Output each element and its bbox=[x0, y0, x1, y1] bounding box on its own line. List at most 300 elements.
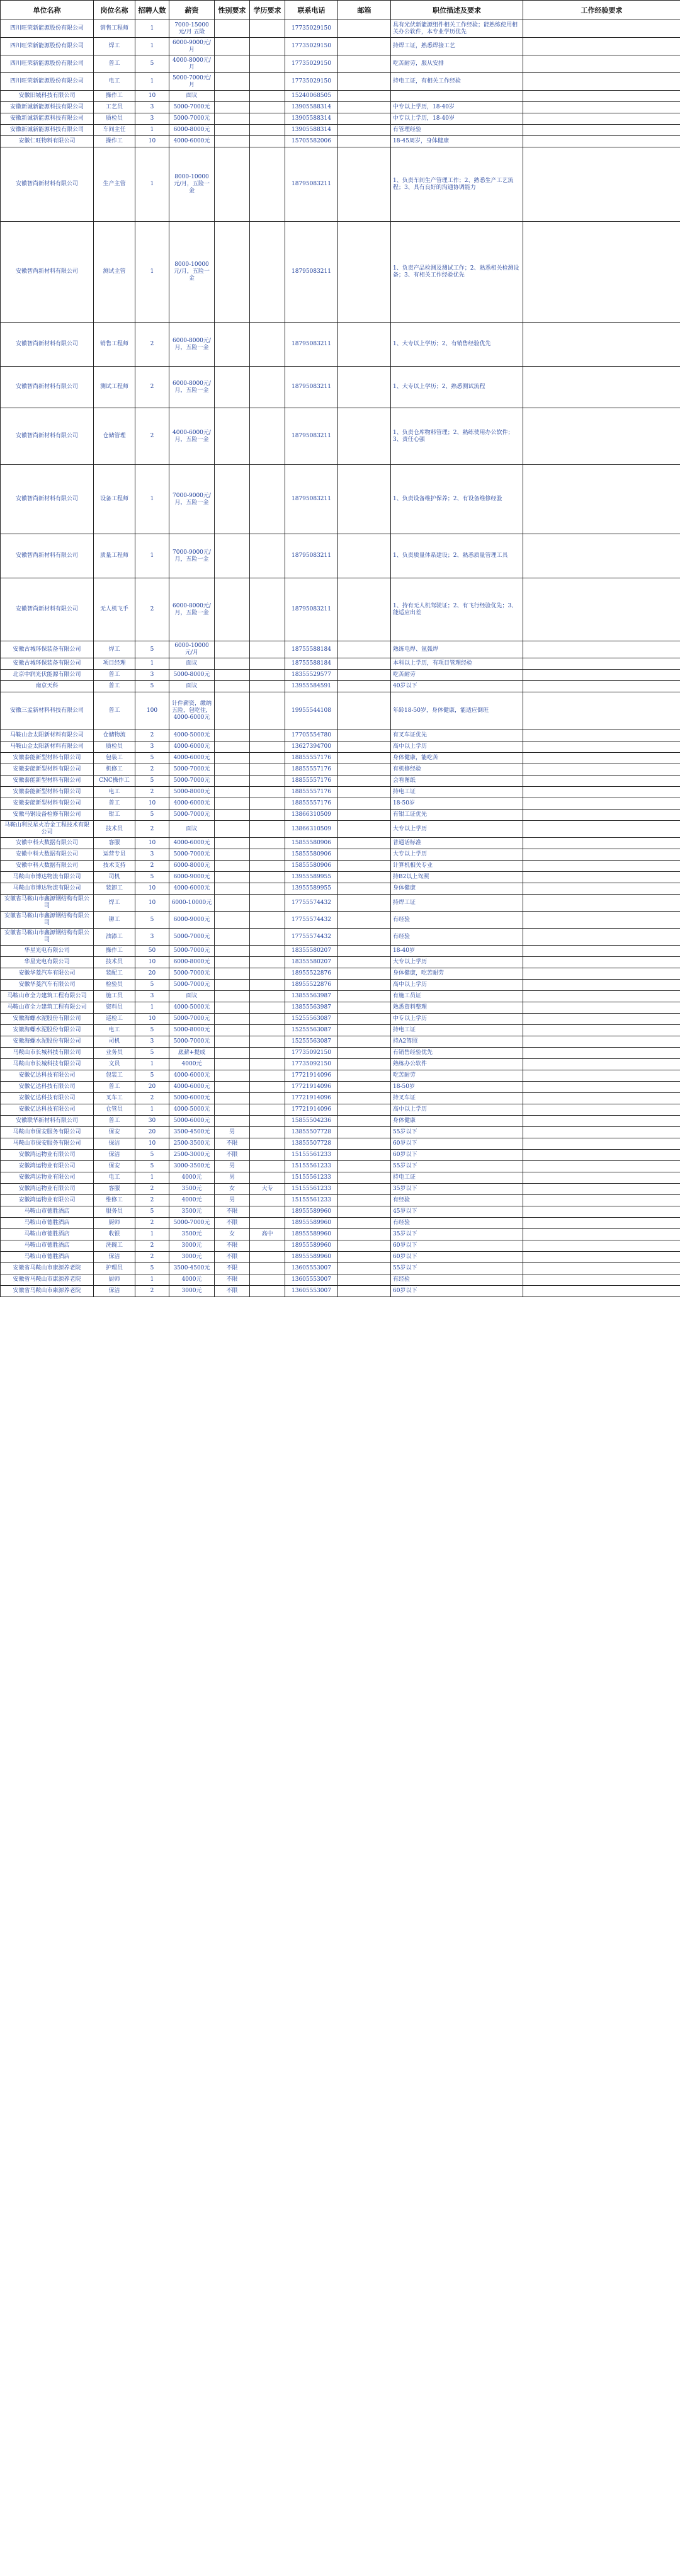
salary-cell: 7000-9000元/月，五险一金 bbox=[169, 465, 215, 534]
position-cell: 焊工 bbox=[94, 895, 135, 912]
salary-cell: 6000-9000元 bbox=[169, 872, 215, 883]
salary-cell: 6000-8000元/月，五险一金 bbox=[169, 367, 215, 408]
position-cell: 装配工 bbox=[94, 968, 135, 980]
salary-cell: 3500元 bbox=[169, 1206, 215, 1218]
table-row bbox=[1, 872, 680, 883]
position-cell: 保洁 bbox=[94, 1150, 135, 1161]
gender-cell bbox=[215, 367, 250, 408]
header-row bbox=[1, 1, 680, 20]
gender-cell: 不限 bbox=[215, 1138, 250, 1150]
phone-cell: 13955589955 bbox=[285, 883, 338, 895]
salary-cell: 3000元 bbox=[169, 1252, 215, 1263]
position-cell: CNC操作工 bbox=[94, 776, 135, 787]
company-cell: 马鞍山市保安服务有限公司 bbox=[1, 1127, 94, 1138]
table-row bbox=[1, 764, 680, 776]
salary-cell: 2500-3500元 bbox=[169, 1138, 215, 1150]
gender-cell bbox=[215, 136, 250, 147]
email-cell bbox=[338, 20, 391, 38]
phone-cell: 17721914096 bbox=[285, 1082, 338, 1093]
company-cell: 四川旺荣新能源股份有限公司 bbox=[1, 55, 94, 73]
education-cell bbox=[250, 912, 285, 929]
email-cell bbox=[338, 861, 391, 872]
email-cell bbox=[338, 1218, 391, 1229]
email-cell bbox=[338, 1229, 391, 1240]
position-cell: 客服 bbox=[94, 838, 135, 849]
experience-cell bbox=[523, 125, 680, 136]
company-cell: 安徽古城环保装备有限公司 bbox=[1, 641, 94, 658]
company-cell: 安徽智尚新材料有限公司 bbox=[1, 534, 94, 578]
company-cell: 安徽泰能新型材料有限公司 bbox=[1, 776, 94, 787]
education-cell bbox=[250, 991, 285, 1002]
count-cell: 2 bbox=[135, 1093, 169, 1104]
gender-cell bbox=[215, 838, 250, 849]
description-cell: 中专以上学历，18-40岁 bbox=[391, 102, 523, 113]
table-row bbox=[1, 1274, 680, 1286]
position-cell: 厨师 bbox=[94, 1218, 135, 1229]
company-cell: 安徽中科大数据有限公司 bbox=[1, 861, 94, 872]
company-cell: 安徽华菱汽车有限公司 bbox=[1, 980, 94, 991]
position-cell: 司机 bbox=[94, 1036, 135, 1048]
description-cell: 1、大专以上学历；2、有销售经验优先 bbox=[391, 323, 523, 367]
education-cell bbox=[250, 1150, 285, 1161]
gender-cell: 不限 bbox=[215, 1274, 250, 1286]
description-cell: 持叉车证 bbox=[391, 1093, 523, 1104]
education-cell bbox=[250, 776, 285, 787]
position-cell: 装卸工 bbox=[94, 883, 135, 895]
count-cell: 10 bbox=[135, 895, 169, 912]
count-cell: 1 bbox=[135, 125, 169, 136]
description-cell: 熟悉资料整理 bbox=[391, 1002, 523, 1014]
experience-cell bbox=[523, 1025, 680, 1036]
salary-cell: 5000-7000元 bbox=[169, 102, 215, 113]
header-experience: 工作经验要求 bbox=[523, 1, 680, 20]
description-cell: 吃苦耐劳 bbox=[391, 670, 523, 681]
count-cell: 2 bbox=[135, 764, 169, 776]
position-cell: 生产主管 bbox=[94, 147, 135, 222]
email-cell bbox=[338, 1082, 391, 1093]
salary-cell: 7000-9000元/月，五险一金 bbox=[169, 534, 215, 578]
table-row bbox=[1, 1059, 680, 1070]
table-row bbox=[1, 1138, 680, 1150]
description-cell: 高中以上学历 bbox=[391, 1104, 523, 1116]
phone-cell: 15855504236 bbox=[285, 1116, 338, 1127]
header-email: 邮箱 bbox=[338, 1, 391, 20]
experience-cell bbox=[523, 670, 680, 681]
experience-cell bbox=[523, 1059, 680, 1070]
phone-cell: 15255563087 bbox=[285, 1025, 338, 1036]
company-cell: 安徽鸿运物业有限公司 bbox=[1, 1184, 94, 1195]
count-cell: 1 bbox=[135, 38, 169, 55]
experience-cell bbox=[523, 323, 680, 367]
count-cell: 5 bbox=[135, 55, 169, 73]
position-cell: 保洁 bbox=[94, 1138, 135, 1150]
experience-cell bbox=[523, 764, 680, 776]
table-body bbox=[1, 20, 680, 1297]
salary-cell: 6000-8000元 bbox=[169, 957, 215, 968]
phone-cell: 18795083211 bbox=[285, 147, 338, 222]
education-cell bbox=[250, 980, 285, 991]
count-cell: 1 bbox=[135, 222, 169, 323]
gender-cell bbox=[215, 861, 250, 872]
experience-cell bbox=[523, 810, 680, 821]
email-cell bbox=[338, 730, 391, 741]
count-cell: 2 bbox=[135, 367, 169, 408]
salary-cell: 7000-15000元/月 五险 bbox=[169, 20, 215, 38]
position-cell: 普工 bbox=[94, 692, 135, 730]
description-cell: 18-40岁 bbox=[391, 946, 523, 957]
description-cell: 1、负责仓库物料管理；2、熟练使用办公软件；3、责任心强 bbox=[391, 408, 523, 465]
header-count: 招聘人数 bbox=[135, 1, 169, 20]
gender-cell bbox=[215, 798, 250, 810]
description-cell: 1、持有无人机驾驶证；2、有飞行经验优先；3、能适应出差 bbox=[391, 578, 523, 641]
phone-cell: 15155561233 bbox=[285, 1150, 338, 1161]
experience-cell bbox=[523, 787, 680, 798]
email-cell bbox=[338, 38, 391, 55]
description-cell: 55岁以下 bbox=[391, 1161, 523, 1172]
description-cell: 高中以上学历 bbox=[391, 980, 523, 991]
experience-cell bbox=[523, 1286, 680, 1297]
salary-cell: 3000元 bbox=[169, 1286, 215, 1297]
company-cell: 四川旺荣新能源股份有限公司 bbox=[1, 38, 94, 55]
salary-cell: 计件薪资，缴纳五险，包吃住，4000-6000元 bbox=[169, 692, 215, 730]
company-cell: 安徽古城环保装备有限公司 bbox=[1, 658, 94, 670]
description-cell: 60岁以下 bbox=[391, 1150, 523, 1161]
experience-cell bbox=[523, 692, 680, 730]
salary-cell: 6000-8000元/月，五险一金 bbox=[169, 578, 215, 641]
header-description: 职位描述及要求 bbox=[391, 1, 523, 20]
position-cell: 保安 bbox=[94, 1161, 135, 1172]
email-cell bbox=[338, 91, 391, 102]
education-cell bbox=[250, 1116, 285, 1127]
phone-cell: 18795083211 bbox=[285, 367, 338, 408]
gender-cell: 女 bbox=[215, 1229, 250, 1240]
table-row bbox=[1, 55, 680, 73]
salary-cell: 4000-6000元 bbox=[169, 1070, 215, 1082]
table-row bbox=[1, 1127, 680, 1138]
description-cell: 持电工证 bbox=[391, 1025, 523, 1036]
education-cell bbox=[250, 91, 285, 102]
company-cell: 马鞍山金太阳新材料有限公司 bbox=[1, 730, 94, 741]
email-cell bbox=[338, 929, 391, 946]
description-cell: 身体健康，吃苦耐劳 bbox=[391, 968, 523, 980]
gender-cell bbox=[215, 968, 250, 980]
company-cell: 安徽海螺水泥股份有限公司 bbox=[1, 1025, 94, 1036]
company-cell: 安徽省马鞍山市康源养老院 bbox=[1, 1286, 94, 1297]
experience-cell bbox=[523, 136, 680, 147]
email-cell bbox=[338, 753, 391, 764]
experience-cell bbox=[523, 980, 680, 991]
table-row bbox=[1, 73, 680, 91]
description-cell: 计算机相关专业 bbox=[391, 861, 523, 872]
gender-cell bbox=[215, 1036, 250, 1048]
company-cell: 四川旺荣新能源股份有限公司 bbox=[1, 73, 94, 91]
salary-cell: 5000-8000元 bbox=[169, 1025, 215, 1036]
phone-cell: 17705554780 bbox=[285, 730, 338, 741]
table-row bbox=[1, 1116, 680, 1127]
company-cell: 马鞍山市长城科技有限公司 bbox=[1, 1059, 94, 1070]
table-row bbox=[1, 147, 680, 222]
phone-cell: 13866310509 bbox=[285, 821, 338, 838]
count-cell: 5 bbox=[135, 1048, 169, 1059]
count-cell: 1 bbox=[135, 1002, 169, 1014]
company-cell: 安徽鸿运物业有限公司 bbox=[1, 1195, 94, 1206]
table-row bbox=[1, 1070, 680, 1082]
count-cell: 5 bbox=[135, 872, 169, 883]
company-cell: 安徽海螺水泥股份有限公司 bbox=[1, 1014, 94, 1025]
phone-cell: 15155561233 bbox=[285, 1161, 338, 1172]
description-cell: 40岁以下 bbox=[391, 681, 523, 692]
company-cell: 安徽新诚新能源科技有限公司 bbox=[1, 113, 94, 125]
description-cell: 会看图纸 bbox=[391, 776, 523, 787]
table-row bbox=[1, 367, 680, 408]
phone-cell: 18955589960 bbox=[285, 1252, 338, 1263]
gender-cell bbox=[215, 670, 250, 681]
experience-cell bbox=[523, 1082, 680, 1093]
description-cell: 有钳工证优先 bbox=[391, 810, 523, 821]
phone-cell: 18955589960 bbox=[285, 1218, 338, 1229]
experience-cell bbox=[523, 534, 680, 578]
phone-cell: 17721914096 bbox=[285, 1070, 338, 1082]
company-cell: 马鞍山市长城科技有限公司 bbox=[1, 1048, 94, 1059]
experience-cell bbox=[523, 91, 680, 102]
experience-cell bbox=[523, 895, 680, 912]
count-cell: 5 bbox=[135, 1150, 169, 1161]
education-cell bbox=[250, 1252, 285, 1263]
count-cell: 1 bbox=[135, 658, 169, 670]
experience-cell bbox=[523, 912, 680, 929]
company-cell: 南京天科 bbox=[1, 681, 94, 692]
description-cell: 有经验 bbox=[391, 1274, 523, 1286]
salary-cell: 5000-7000元 bbox=[169, 764, 215, 776]
count-cell: 2 bbox=[135, 1252, 169, 1263]
education-cell bbox=[250, 465, 285, 534]
count-cell: 5 bbox=[135, 810, 169, 821]
count-cell: 2 bbox=[135, 408, 169, 465]
gender-cell bbox=[215, 810, 250, 821]
table-row bbox=[1, 1252, 680, 1263]
phone-cell: 18955522876 bbox=[285, 968, 338, 980]
salary-cell: 4000-5000元 bbox=[169, 1002, 215, 1014]
salary-cell: 5000-7000元 bbox=[169, 810, 215, 821]
table-row bbox=[1, 753, 680, 764]
table-row bbox=[1, 929, 680, 946]
email-cell bbox=[338, 113, 391, 125]
description-cell: 35岁以下 bbox=[391, 1184, 523, 1195]
experience-cell bbox=[523, 957, 680, 968]
salary-cell: 面议 bbox=[169, 91, 215, 102]
salary-cell: 4000-6000元 bbox=[169, 838, 215, 849]
position-cell: 洗碗工 bbox=[94, 1240, 135, 1252]
email-cell bbox=[338, 692, 391, 730]
count-cell: 3 bbox=[135, 1036, 169, 1048]
table-row bbox=[1, 20, 680, 38]
count-cell: 1 bbox=[135, 1104, 169, 1116]
position-cell: 普工 bbox=[94, 1116, 135, 1127]
experience-cell bbox=[523, 883, 680, 895]
position-cell: 保安 bbox=[94, 1127, 135, 1138]
salary-cell: 5000-7000元 bbox=[169, 980, 215, 991]
position-cell: 焊工 bbox=[94, 38, 135, 55]
email-cell bbox=[338, 872, 391, 883]
company-cell: 安徽泰能新型材料有限公司 bbox=[1, 764, 94, 776]
company-cell: 安徽泰能新型材料有限公司 bbox=[1, 798, 94, 810]
salary-cell: 6000-10000元/月 bbox=[169, 641, 215, 658]
company-cell: 安徽中科大数据有限公司 bbox=[1, 838, 94, 849]
education-cell bbox=[250, 929, 285, 946]
experience-cell bbox=[523, 1104, 680, 1116]
company-cell: 安徽泰能新型材料有限公司 bbox=[1, 753, 94, 764]
gender-cell bbox=[215, 55, 250, 73]
count-cell: 5 bbox=[135, 1070, 169, 1082]
email-cell bbox=[338, 741, 391, 753]
description-cell: 60岁以下 bbox=[391, 1286, 523, 1297]
education-cell bbox=[250, 787, 285, 798]
gender-cell bbox=[215, 929, 250, 946]
email-cell bbox=[338, 367, 391, 408]
company-cell: 安徽泰能新型材料有限公司 bbox=[1, 787, 94, 798]
description-cell: 吃苦耐劳，服从安排 bbox=[391, 55, 523, 73]
position-cell: 包装工 bbox=[94, 1070, 135, 1082]
gender-cell: 男 bbox=[215, 1172, 250, 1184]
company-cell: 马鞍山利民星火冶金工程技术有限公司 bbox=[1, 821, 94, 838]
experience-cell bbox=[523, 38, 680, 55]
count-cell: 10 bbox=[135, 798, 169, 810]
phone-cell: 17735029150 bbox=[285, 73, 338, 91]
experience-cell bbox=[523, 102, 680, 113]
position-cell: 无人机飞手 bbox=[94, 578, 135, 641]
education-cell bbox=[250, 849, 285, 861]
email-cell bbox=[338, 1274, 391, 1286]
position-cell: 操作工 bbox=[94, 136, 135, 147]
count-cell: 3 bbox=[135, 113, 169, 125]
experience-cell bbox=[523, 367, 680, 408]
gender-cell bbox=[215, 1070, 250, 1082]
position-cell: 工艺员 bbox=[94, 102, 135, 113]
education-cell bbox=[250, 1218, 285, 1229]
table-row bbox=[1, 1195, 680, 1206]
company-cell: 安徽仁旺物料有限公司 bbox=[1, 136, 94, 147]
salary-cell: 5000-7000元 bbox=[169, 849, 215, 861]
experience-cell bbox=[523, 147, 680, 222]
experience-cell bbox=[523, 776, 680, 787]
experience-cell bbox=[523, 1048, 680, 1059]
phone-cell: 18755588184 bbox=[285, 641, 338, 658]
salary-cell: 5000-7000元 bbox=[169, 1014, 215, 1025]
description-cell: 持电工证 bbox=[391, 1172, 523, 1184]
header-position: 岗位名称 bbox=[94, 1, 135, 20]
education-cell bbox=[250, 670, 285, 681]
education-cell bbox=[250, 658, 285, 670]
position-cell: 普工 bbox=[94, 55, 135, 73]
count-cell: 5 bbox=[135, 753, 169, 764]
description-cell: 持B2以上驾照 bbox=[391, 872, 523, 883]
education-cell bbox=[250, 20, 285, 38]
email-cell bbox=[338, 1025, 391, 1036]
company-cell: 马鞍山金太阳新材料有限公司 bbox=[1, 741, 94, 753]
phone-cell: 15155561233 bbox=[285, 1172, 338, 1184]
education-cell bbox=[250, 125, 285, 136]
company-cell: 马鞍山市德胜酒店 bbox=[1, 1218, 94, 1229]
table-row bbox=[1, 838, 680, 849]
header-gender: 性别要求 bbox=[215, 1, 250, 20]
position-cell: 技术员 bbox=[94, 957, 135, 968]
experience-cell bbox=[523, 1172, 680, 1184]
description-cell: 有施工员证 bbox=[391, 991, 523, 1002]
count-cell: 5 bbox=[135, 776, 169, 787]
experience-cell bbox=[523, 968, 680, 980]
salary-cell: 5000-7000元 bbox=[169, 1036, 215, 1048]
email-cell bbox=[338, 670, 391, 681]
email-cell bbox=[338, 1172, 391, 1184]
count-cell: 3 bbox=[135, 929, 169, 946]
education-cell bbox=[250, 764, 285, 776]
company-cell: 安徽亿达科技有限公司 bbox=[1, 1093, 94, 1104]
position-cell: 车间主任 bbox=[94, 125, 135, 136]
email-cell bbox=[338, 1252, 391, 1263]
education-cell bbox=[250, 838, 285, 849]
education-cell bbox=[250, 73, 285, 91]
salary-cell: 3500元 bbox=[169, 1229, 215, 1240]
email-cell bbox=[338, 1002, 391, 1014]
phone-cell: 18955589960 bbox=[285, 1229, 338, 1240]
company-cell: 安徽省马鞍山市鑫源钢结构有限公司 bbox=[1, 895, 94, 912]
email-cell bbox=[338, 1059, 391, 1070]
count-cell: 1 bbox=[135, 1229, 169, 1240]
gender-cell: 不限 bbox=[215, 1252, 250, 1263]
education-cell bbox=[250, 883, 285, 895]
phone-cell: 18855557176 bbox=[285, 776, 338, 787]
phone-cell: 18855557176 bbox=[285, 764, 338, 776]
phone-cell: 15705582006 bbox=[285, 136, 338, 147]
description-cell: 有经验 bbox=[391, 1195, 523, 1206]
email-cell bbox=[338, 1116, 391, 1127]
salary-cell: 4000-6000元 bbox=[169, 741, 215, 753]
salary-cell: 4000-6000元 bbox=[169, 883, 215, 895]
experience-cell bbox=[523, 1240, 680, 1252]
company-cell: 安徽旧城科技有限公司 bbox=[1, 91, 94, 102]
gender-cell: 不限 bbox=[215, 1286, 250, 1297]
company-cell: 安徽鸿运物业有限公司 bbox=[1, 1150, 94, 1161]
description-cell: 身体健康 bbox=[391, 883, 523, 895]
education-cell bbox=[250, 1059, 285, 1070]
salary-cell: 6000-8000元/月，五险一金 bbox=[169, 323, 215, 367]
count-cell: 2 bbox=[135, 323, 169, 367]
description-cell: 55岁以下 bbox=[391, 1263, 523, 1274]
table-row bbox=[1, 912, 680, 929]
phone-cell: 18955522876 bbox=[285, 980, 338, 991]
company-cell: 马鞍山市德胜酒店 bbox=[1, 1229, 94, 1240]
position-cell: 测试工程师 bbox=[94, 367, 135, 408]
phone-cell: 13605553007 bbox=[285, 1274, 338, 1286]
description-cell: 有管理经验 bbox=[391, 125, 523, 136]
count-cell: 10 bbox=[135, 957, 169, 968]
count-cell: 100 bbox=[135, 692, 169, 730]
education-cell bbox=[250, 534, 285, 578]
company-cell: 安徽三孟新材料科技有限公司 bbox=[1, 692, 94, 730]
description-cell: 18-50岁 bbox=[391, 798, 523, 810]
education-cell bbox=[250, 136, 285, 147]
education-cell bbox=[250, 1002, 285, 1014]
gender-cell bbox=[215, 465, 250, 534]
table-row bbox=[1, 641, 680, 658]
description-cell: 1、大专以上学历；2、熟悉测试流程 bbox=[391, 367, 523, 408]
gender-cell bbox=[215, 872, 250, 883]
table-row bbox=[1, 1286, 680, 1297]
position-cell: 叉车工 bbox=[94, 1093, 135, 1104]
phone-cell: 17735029150 bbox=[285, 20, 338, 38]
position-cell: 钳工 bbox=[94, 810, 135, 821]
count-cell: 10 bbox=[135, 838, 169, 849]
